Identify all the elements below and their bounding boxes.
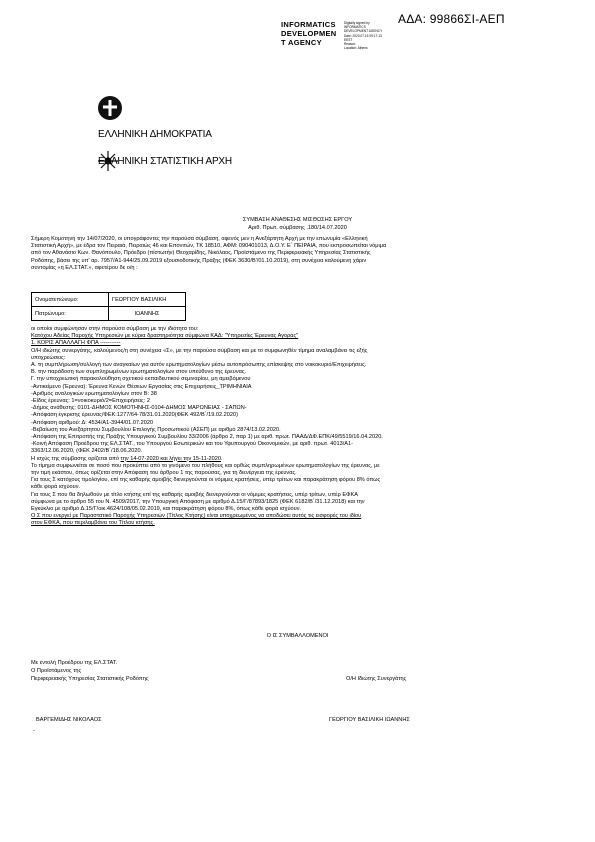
- hellenic-emblem-icon: [97, 95, 123, 121]
- table-label: Ονοματεπώνυμο:: [32, 293, 109, 307]
- term-line: -Είδος έρευνας: 1=νοικοκυριό/2=Επιχειρήσεις: 2: [31, 398, 150, 405]
- statistics-authority-name: ΕΛΛΗΝΙΚΗ ΣΤΑΤΙΣΤΙΚΗ ΑΡΧΗ: [98, 156, 232, 167]
- signature-line: Με εντολή Προέδρου της ΕΛ.ΣΤΑΤ.: [31, 660, 118, 666]
- document-number: Αριθ. Πρωτ. σύμβασης .180/14.07.2020: [248, 225, 347, 231]
- signature-note-line: DEVELOPMENT AGENCY: [344, 29, 383, 34]
- term-line: -Βεβαίωση του Ανεξάρτητου Συμβουλίου Επιλογής Προσωπικού (ΑΣΕΠ) με αριθμό 2874/13.02.2020.: [31, 426, 281, 433]
- efka-note-line: Ο Σ που ενεργεί με Παραστατικό Παροχής Υπηρεσιών (Τίτλος Κτήσης) είναι υποχρεωμένος να αποδώσει αυτός τις εισφορές του ιδίου: [31, 513, 362, 520]
- efka-note-line: στον ΕΦΚΑ, που περιλαμβάνει του Τίτλου κτήσης.: [31, 520, 155, 527]
- ida-logo-line: T AGENCY: [281, 38, 322, 47]
- intro-line: Σήμερη Κομοτηνή την 14/07/2020, οι υπογράφοντες την παρούσα σύμβαση, αφενός μεν η Ανεξάρτητη Αρχή με την επωνυμία «Ελληνική: [31, 236, 368, 242]
- fee-line: Για τους Σ κατόχους τιμολογίου, επί της καθαρής αμοιβής διενεργούνται οι νόμιμες κρατήσεις, υπέρ τρίτων και παρακράτηση φόρου 8% όπως: [31, 477, 381, 484]
- term-line: Β. την παράδοση των συμπληρωμένων ερωτηματολογίων στον υπεύθυνο της έρευνας.: [31, 369, 247, 376]
- term-line: -Δήμος ανάθεσης: 0101-ΔΗΜΟΣ ΚΟΜΟΤΗΝΗΣ-0104-ΔΗΜΟΣ ΜΑΡΩΝΕΙΑΣ - ΣΑΠΩΝ-: [31, 405, 247, 412]
- ida-logo-line: DEVELOPMEN: [281, 29, 337, 38]
- ida-logo: [281, 20, 337, 47]
- fee-line: Εγκύκλιο με αριθμό Δ.15/Γ/οικ.4624/108/05.02.2019, και παρακράτηση φόρου 8%, όπως κάθε φορά ισχύουν.: [31, 506, 302, 513]
- term-line: -Κοινή Απόφαση Προέδρου της ΕΛ.ΣΤΑΤ., του Υπουργού Εσωτερικών και του Υφυπουργού Οικονομικών, με αριθ. πρωτ. 4013/Α1-: [31, 441, 353, 448]
- signature-note-line: Location: Athens: [344, 46, 368, 51]
- term-line: Α. τη συμπλήρωση/συλλογή των αναγκαίων για αυτόν ερωτηματολογίων μέσω αυτοπρόσωπης επίσκεψης στο νοικοκυριό/Επιχειρήσεις.: [31, 362, 367, 369]
- fee-line: κάθε φορά ισχύουν.: [31, 484, 81, 491]
- right-signature-block: Ο/Η Ιδιώτης Συνεργάτης: [346, 676, 407, 682]
- intro-paragraph: [31, 236, 571, 272]
- fee-line: την τιμή εκάστου, όπως ορίζεται στην Απόφαση του άρθρου 1 της παρούσας, για τη διενέργεια της έρευνας.: [31, 470, 297, 477]
- fee-line: Για τους Σ που θα δηλωθούν με τίτλο κτήσης επί της καθαρής αμοιβής διενεργούνται οι νόμιμες κρατήσεις, υπέρ τρίτων, υπέρ ΕΦΚΑ: [31, 491, 358, 498]
- intro-line: συντομίας «η ΕΛ.ΣΤΑΤ.», αφετέρου δε ο/η :: [31, 264, 138, 271]
- table-value: ΓΕΩΡΓΙΟΥ ΒΑΣΙΛΙΚΗ: [109, 293, 186, 307]
- term-line: Ο/Η ιδιώτης συνεργάτης, καλούμενος/η στη συνέχεια «Σ», με την παρούσα σύμβαση και με το συμφωνηθέν τίμημα αναλαμβάνει τις εξής: [31, 347, 368, 354]
- term-line: -Αντικείμενο (Έρευνα): Έρευνα Κενών Θέσεων Εργασίας στις Επιχειρήσεις_ΤΡΙΜΗΝΙΑΙΑ: [31, 383, 252, 390]
- intro-line: Στατιστική Αρχή», με έδρα τον Πειραιά, Πειραιώς 46 και Επονιτών, ΤΚ 18510, ΑΦΜ: 090401013, Δ.Ο.Υ. Ε΄ ΠΕΙΡΑΙΑ, που εκπροσωπείται νόμιμα: [31, 243, 387, 250]
- duration-suffix: .: [221, 455, 223, 462]
- signature-note-line: Digitally signed by: [344, 21, 370, 25]
- fee-line: Το τίμημα συμφωνείται σε ποσό που προκύπτει από το γινόμενο του πλήθους και ορθώς συμπληρωμένων ερωτηματολογίων της έρευνας, με: [31, 462, 380, 469]
- term-line: υποχρεώσεις:: [31, 354, 66, 361]
- ida-logo-line: INFORMATICS: [281, 20, 336, 29]
- term-line: -Αριθμός αναλογικών ερωτηματολογίων στον Β: 38: [31, 390, 157, 397]
- section-heading: 1. ΚΟΡΙΣ ΑΠΑΛΛΑΓΗ ΦΠΑ -----------: [31, 340, 121, 347]
- ada-number: ΑΔΑ: 99866ΣΙ-ΑΕΠ: [398, 12, 505, 26]
- signature-note-line: INFORMATICS: [344, 25, 366, 30]
- trailing-dash: -: [33, 728, 35, 734]
- digital-signature-note: [344, 21, 382, 50]
- table-row: [32, 307, 186, 321]
- fee-line: σύμφωνα με το άρθρο 55 του Ν. 4509/2017, την Υπουργική Απόφαση με αριθμό Δ.15/Γ/87893/1825 (ΦΕΚ 6182/Β΄/31.12.2018) και την: [31, 498, 365, 505]
- term-line: -Απόφαση έγκρισης έρευνας/ΦΕΚ:1277/64-78/31.01.2020(ΦΕΚ 492/Β΄/19.02.2020): [31, 412, 238, 419]
- agree-line: οι οποίοι συμφώνησαν στην παρούσα σύμβαση με την ιδιότητα του:: [31, 326, 199, 332]
- government-name: ΕΛΛΗΝΙΚΗ ΔΗΜΟΚΡΑΤΙΑ: [98, 129, 212, 140]
- role-line: Κατόχου Αδείας Παροχής Υπηρεσιών με κύρια δραστηριότητα σύμφωνα ΚΑΔ: "Υπηρεσίες Έρευνας Αγοράς": [31, 333, 299, 340]
- right-signatory-name: ΓΕΩΡΓΙΟΥ ΒΑΣΙΛΙΚΗ ΙΩΑΝΝΗΣ: [329, 717, 410, 723]
- document-title: ΣΥΜΒΑΣΗ ΑΝΑΘΕΣΗΣ ΜΙΣΘΩΣΗΣ ΕΡΓΟΥ: [242, 217, 353, 223]
- table-label: Πατρώνυμο:: [32, 307, 109, 321]
- table-row: [32, 293, 186, 307]
- term-line: Γ. την υποχρεωτική παρακολούθηση σχετικού εκπαιδευτικού σεμιναρίου, μη αμειβόμενου: [31, 376, 251, 383]
- terms-section: [31, 326, 571, 528]
- signature-note-line: EEST: [344, 37, 353, 42]
- term-line: -Απόφαση της Επιτροπής της Πράξης Υπουργικού Συμβουλίου 33/2006 (άρθρο 2, παρ 1) με αριθ. πρωτ. ΠΑΑΔ/ΔΦ.ΕΠΚ/49/5519/16.04.2020.: [31, 434, 383, 441]
- table-value: ΙΩΑΝΝΗΣ: [109, 307, 186, 321]
- intro-line: από τον Αθανάσιο Κων. Θανόπουλο, Πρόεδρο (πίστωτήν) Θεοχαρίδης, Νικόλαος, Προϊστάμενο της Περιφερειακής Υπηρεσίας Στατιστικής: [31, 250, 371, 257]
- signature-note-line: Reason:: [344, 42, 356, 47]
- left-signature-block: [31, 659, 149, 684]
- duration-dates: την 14-07-2020 και λήγει την 15-11-2020: [120, 455, 221, 462]
- left-signatory-name: ΒΑΡΓΕΜΙΔΗΣ ΝΙΚΟΛΑΟΣ: [36, 717, 102, 723]
- intro-line: Ροδόπης, βάσει της υπ' αρ. 7957/Α1-944/25.09.2019 εξουσιοδοτικής Πράξης (ΦΕΚ 3630/Β'/01.10.2019), στη συνέχεια καλούμενη χάριν: [31, 257, 367, 264]
- term-line: 3363/12.06.2020, (ΦΕΚ 2402/Β΄/18.06.2020.: [31, 448, 143, 455]
- duration-prefix: Η ισχύς της σύμβασης ορίζεται από: [31, 455, 121, 462]
- contractor-id-table: [31, 292, 186, 321]
- signature-line: Ο Προϊστάμενος της: [31, 668, 82, 675]
- signature-line: Περιφερειακής Υπηρεσίας Στατιστικής Ροδόπης: [31, 676, 149, 683]
- duration-line: [31, 456, 571, 463]
- contracting-parties-heading: Ο ΙΣ ΣΥΜΒΑΛΛΟΜΕΝΟΙ: [266, 633, 329, 639]
- term-line: -Απόφαση αριθμού: Δ: 4534/Α1-3944/01.07.2020: [31, 419, 154, 426]
- signature-note-line: Date: 2020.07.15 09:17:13: [344, 33, 382, 38]
